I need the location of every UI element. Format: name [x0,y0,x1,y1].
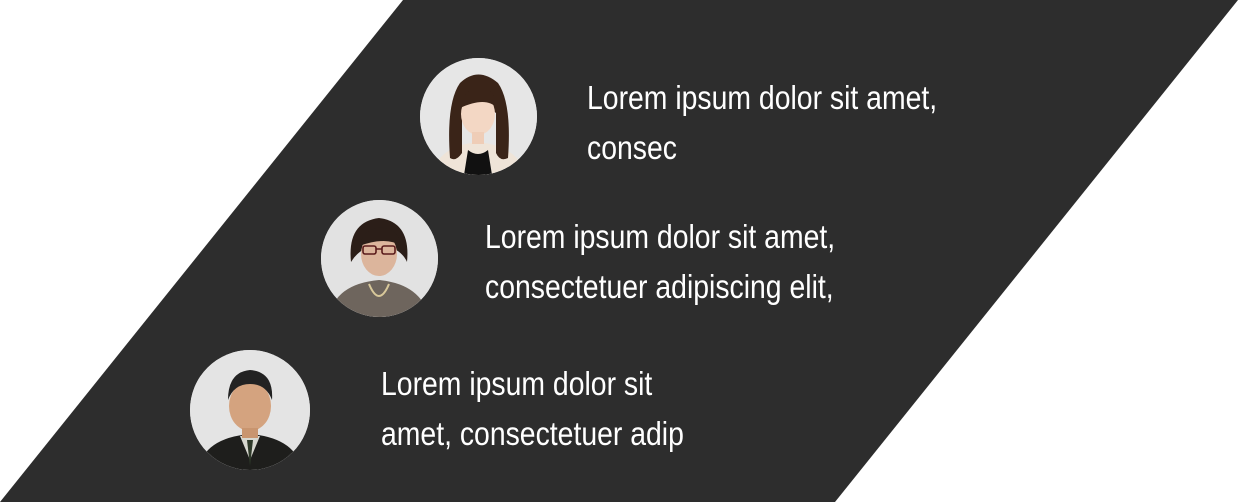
caption-2 [485,212,835,312]
caption-1 [587,73,937,173]
man-suit-portrait-icon [190,350,310,470]
woman-glasses-portrait-icon [321,200,438,317]
caption-1-line-1: Lorem ipsum dolor sit amet, [587,79,938,116]
caption-3-line-1: Lorem ipsum dolor sit [381,365,653,402]
avatar-3 [190,350,310,470]
caption-3-line-2: amet, consectetuer adip [381,415,684,452]
caption-1-line-2: consec [587,129,677,166]
avatar-2 [321,200,438,317]
caption-2-line-2: consectetuer adipiscing elit, [485,268,834,305]
caption-2-line-1: Lorem ipsum dolor sit amet, [485,218,836,255]
woman-long-hair-portrait-icon [420,58,537,175]
caption-3 [381,359,684,459]
avatar-1 [420,58,537,175]
